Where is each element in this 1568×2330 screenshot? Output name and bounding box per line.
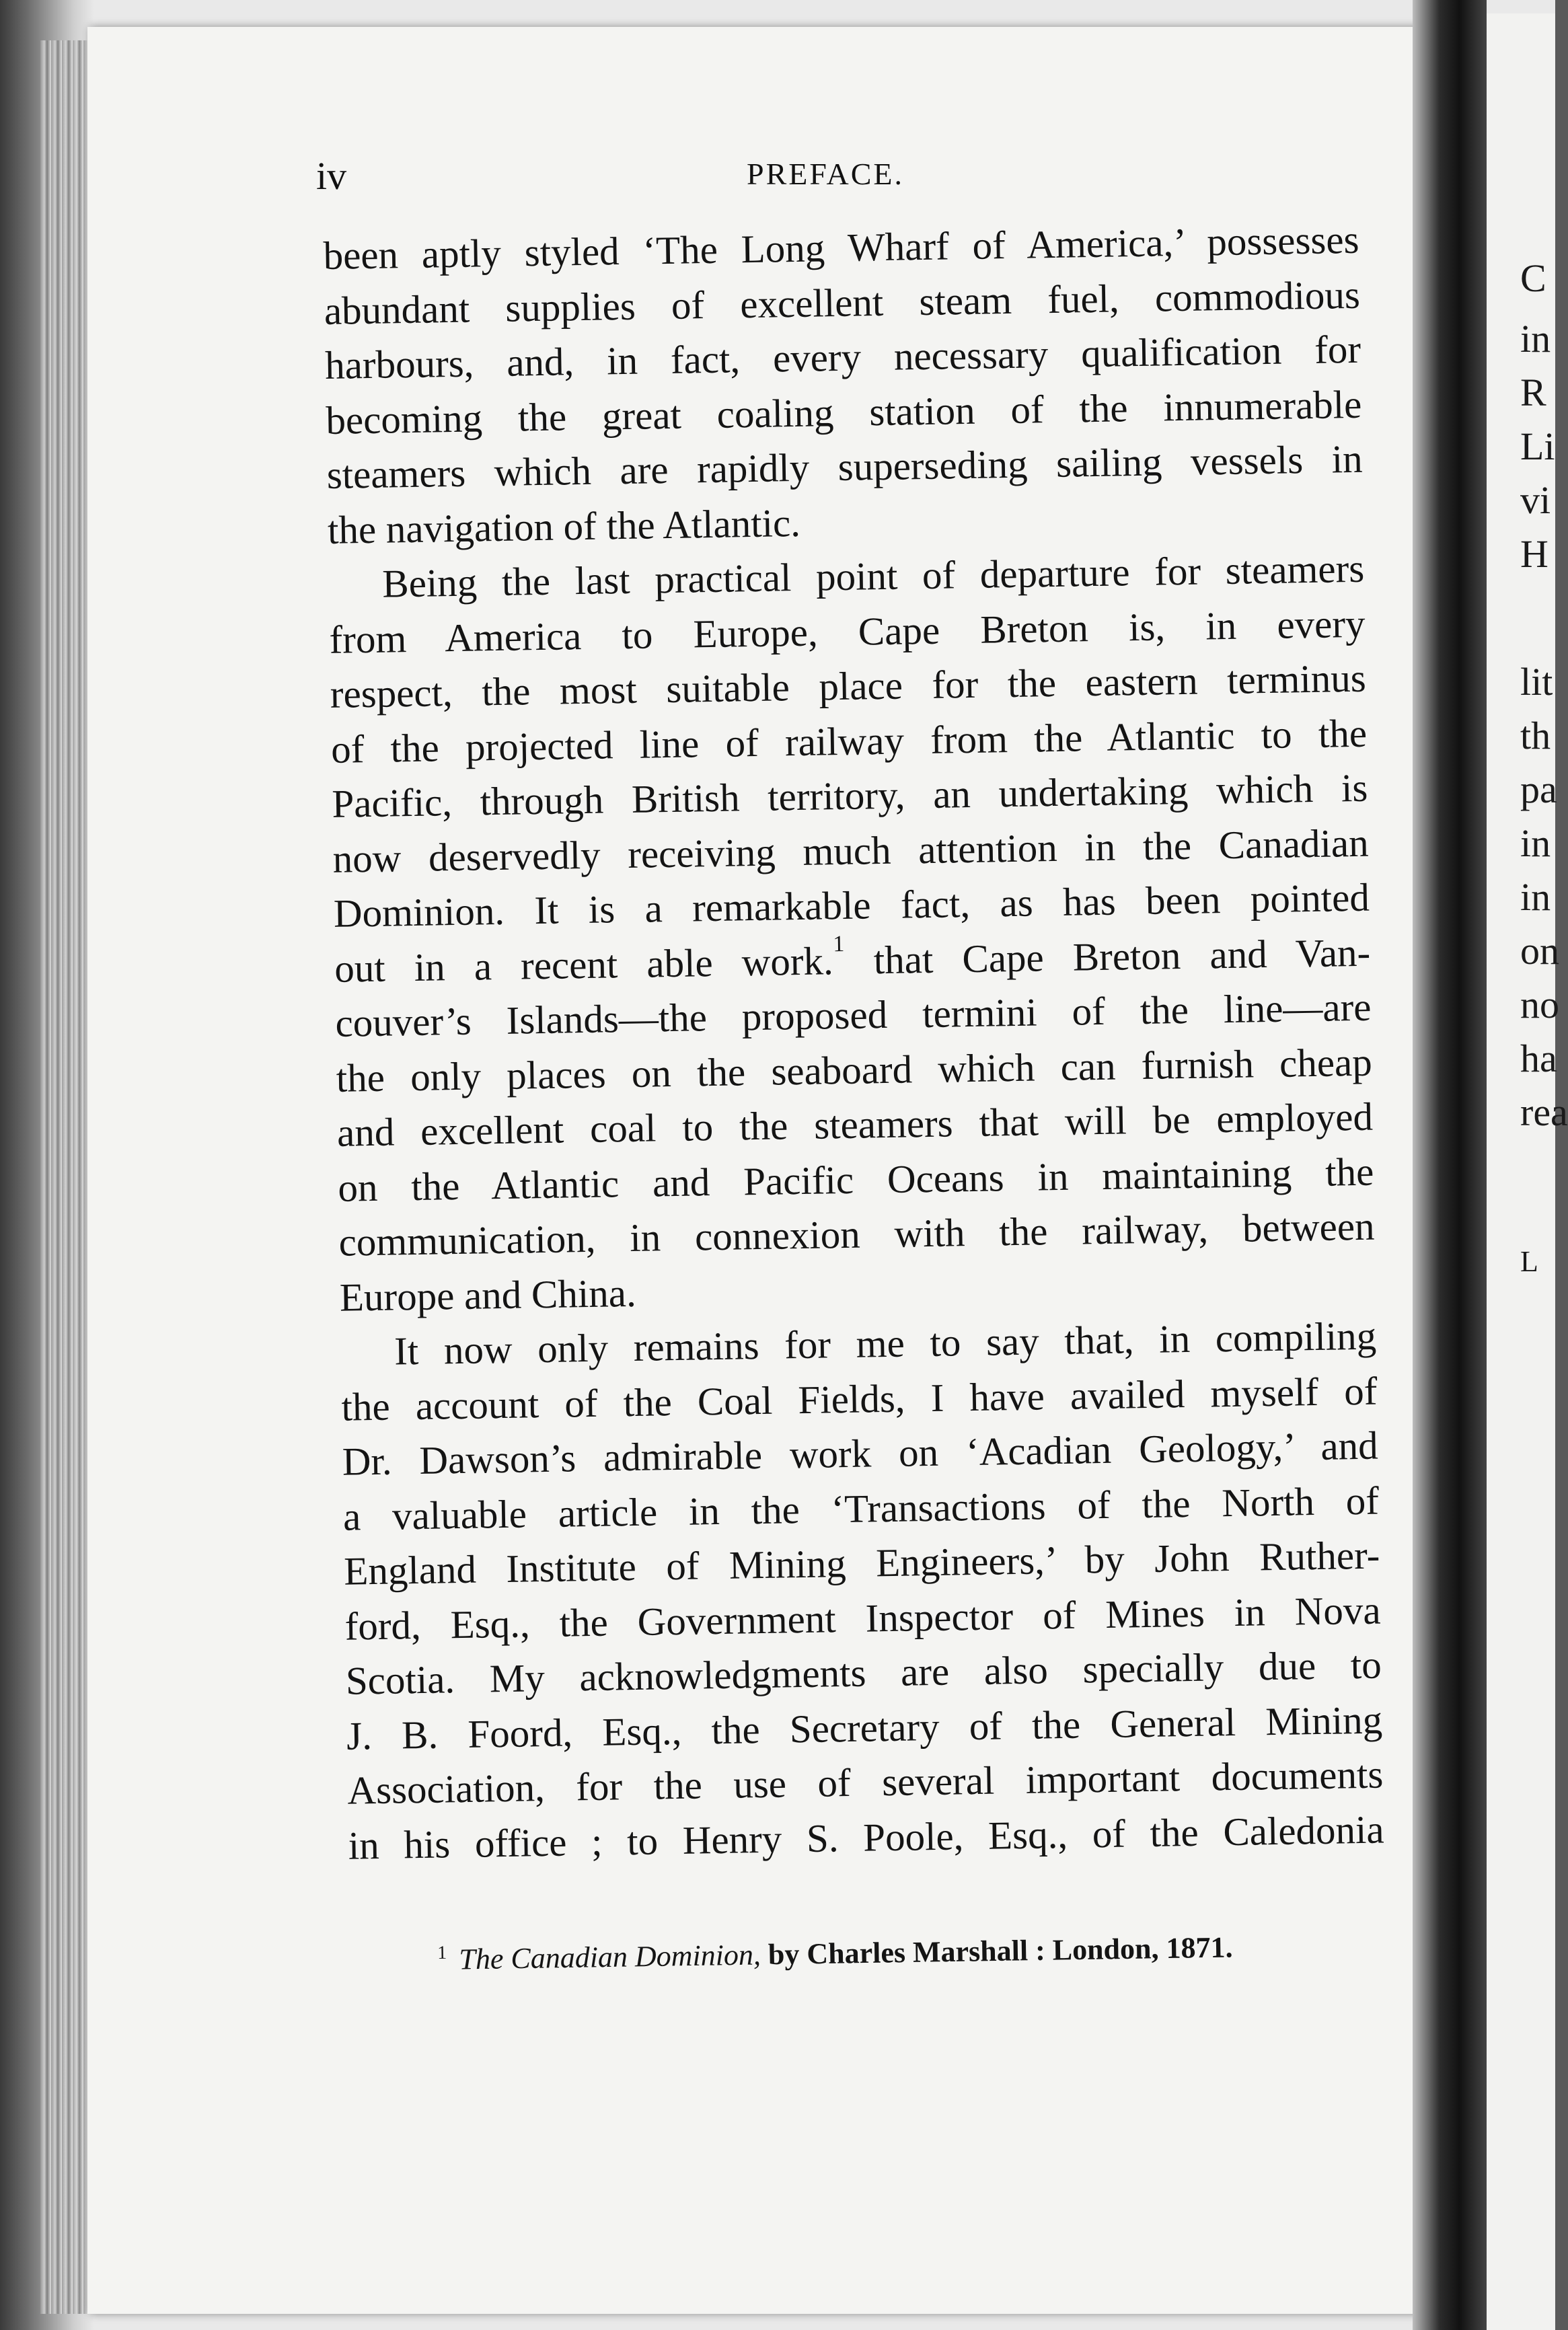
text-line: Dominion. It is a remarkable fact, as has been pointed bbox=[333, 874, 1370, 936]
next-page-fragment: in bbox=[1520, 317, 1551, 361]
page-number: iv bbox=[316, 154, 347, 198]
text-line: of the projected line of railway from the Atlantic to the bbox=[330, 710, 1368, 772]
book-gutter-shadow bbox=[1413, 0, 1487, 2330]
text-line: the account of the Coal Fields, I have availed myself of bbox=[340, 1368, 1378, 1429]
footnote-reference: 1 bbox=[833, 931, 845, 956]
text-line: Europe and China. bbox=[339, 1270, 637, 1320]
text-line: Pacific, through British territory, an undertaking which is bbox=[331, 765, 1368, 826]
text-line: in his office ; to Henry S. Poole, Esq., of the Caledonia bbox=[348, 1807, 1385, 1868]
next-page-fragment: L bbox=[1520, 1245, 1538, 1278]
footnote-mark: 1 bbox=[437, 1942, 447, 1963]
next-page-fragment: pa bbox=[1520, 767, 1557, 811]
text-line: the navigation of the Atlantic. bbox=[327, 500, 801, 552]
next-page-fragment: rea bbox=[1520, 1090, 1568, 1134]
next-page-fragment: R bbox=[1520, 371, 1546, 414]
text-line: Being the last practical point of departure for steamers bbox=[381, 546, 1365, 606]
text-line: It now only remains for me to say that, in compiling bbox=[394, 1313, 1377, 1374]
next-page-fragment: vi bbox=[1520, 478, 1551, 522]
text-line-part: out in a recent able work. bbox=[334, 938, 834, 991]
footnote-citation: by Charles Marshall : London, 1871. bbox=[760, 1930, 1233, 1971]
footnote-title: The Canadian Dominion, bbox=[459, 1938, 761, 1976]
text-line: Dr. Dawson’s admirable work on ‘Acadian Geology,’ and bbox=[342, 1423, 1379, 1484]
text-line: the only places on the seaboard which can furnish cheap bbox=[336, 1039, 1373, 1100]
next-page-fragment: H bbox=[1520, 532, 1548, 576]
text-line: Association, for the use of several important documents bbox=[346, 1752, 1384, 1813]
text-line: been aptly styled ‘The Long Wharf of America,’ possesses bbox=[323, 217, 1359, 278]
next-page-fragment: in bbox=[1520, 821, 1551, 865]
text-line: J. B. Foord, Esq., the Secretary of the General Mining bbox=[346, 1697, 1383, 1758]
text-line: a valuable article in the ‘Transactions of the North of bbox=[342, 1478, 1380, 1539]
text-line: and excellent coal to the steamers that will be employed bbox=[336, 1094, 1374, 1155]
text-line: England Institute of Mining Engineers,’ by John Ruther- bbox=[343, 1532, 1380, 1593]
text-line: Scotia. My acknowledgments are also specially due to bbox=[345, 1642, 1382, 1703]
next-page-fragment: on bbox=[1520, 929, 1559, 973]
next-page-fragment: Li bbox=[1520, 424, 1555, 468]
text-line: on the Atlantic and Pacific Oceans in maintaining the bbox=[337, 1149, 1374, 1210]
text-line: respect, the most suitable place for the eastern terminus bbox=[330, 655, 1367, 716]
running-head-title: PREFACE. bbox=[747, 157, 905, 191]
text-line: from America to Europe, Cape Breton is, in every bbox=[329, 601, 1366, 662]
next-page-fragment: th bbox=[1520, 714, 1551, 757]
left-page-edges bbox=[40, 40, 87, 2314]
text-line-part: that Cape Breton and Van- bbox=[844, 930, 1371, 983]
text-line: couver’s Islands—the proposed termini of the line—are bbox=[335, 984, 1372, 1045]
text-line: steamers which are rapidly superseding sailing vessels in bbox=[326, 436, 1364, 497]
next-page-fragment: C bbox=[1520, 256, 1546, 300]
text-line: now deservedly receiving much attention in the Canadian bbox=[332, 820, 1370, 881]
next-page-fragment: in bbox=[1520, 875, 1551, 919]
next-page-fragment: lit bbox=[1520, 660, 1553, 704]
next-page-fragment: ha bbox=[1520, 1037, 1557, 1080]
text-line: harbours, and, in fact, every necessary qualification for bbox=[324, 326, 1361, 387]
text-line: becoming the great coaling station of the innumerable bbox=[325, 381, 1362, 443]
text-line: communication, in connexion with the railway, between bbox=[338, 1203, 1375, 1265]
next-page-sliver bbox=[1487, 13, 1568, 2330]
text-line: abundant supplies of excellent steam fuel, commodious bbox=[324, 272, 1361, 333]
body-text bbox=[323, 213, 1384, 1873]
next-page-fragment: no bbox=[1520, 983, 1559, 1026]
text-line: ford, Esq., the Government Inspector of Mines in Nova bbox=[344, 1587, 1381, 1649]
